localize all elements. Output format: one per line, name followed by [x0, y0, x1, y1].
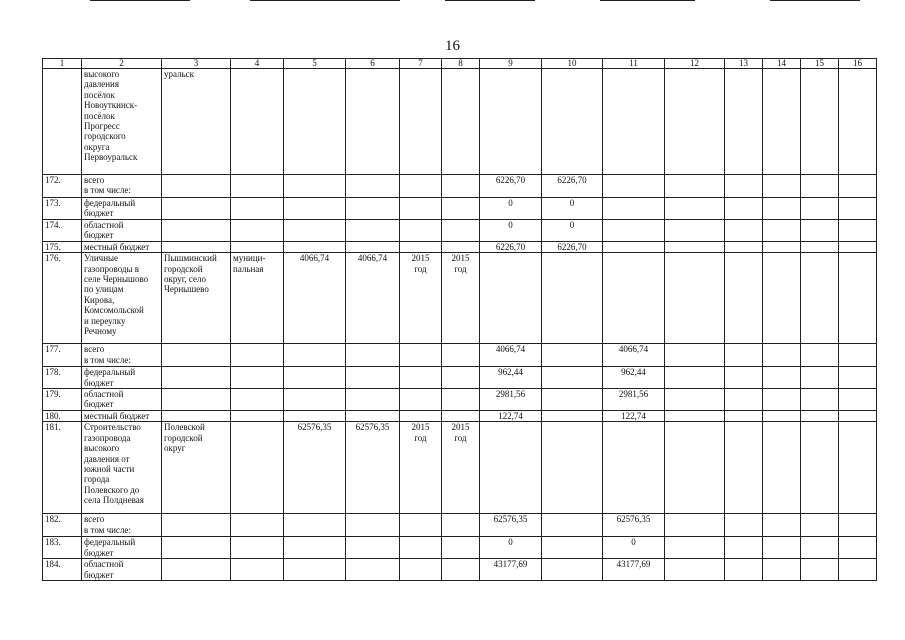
cell-col-9: 2981,56	[480, 389, 542, 411]
cell-col-2: всего в том числе:	[82, 514, 162, 537]
cell-col-5	[284, 559, 346, 581]
column-number: 2	[82, 59, 162, 69]
cell-col-3	[162, 344, 231, 367]
cell-col-8	[442, 537, 480, 559]
table-row	[43, 219, 877, 241]
cell-col-1: 177.	[43, 344, 82, 367]
cell-col-11: 62576,35	[603, 514, 665, 537]
cell-col-9	[480, 422, 542, 514]
cell-col-9: 6226,70	[480, 175, 542, 198]
empty-cell	[725, 69, 763, 175]
cell-col-1: 176.	[43, 253, 82, 344]
cell-col-10	[542, 367, 603, 389]
cell-col-7	[400, 559, 442, 581]
cell-col-9: 62576,35	[480, 514, 542, 537]
cell-col-10: 6226,70	[542, 241, 603, 252]
cell-col-4	[231, 198, 284, 220]
cell-col-8	[442, 411, 480, 422]
empty-cell	[725, 559, 763, 581]
empty-cell	[839, 253, 877, 344]
cell-col-11: 43177,69	[603, 559, 665, 581]
cell-col-7	[400, 219, 442, 241]
column-number: 3	[162, 59, 231, 69]
empty-cell	[725, 219, 763, 241]
column-number: 9	[480, 59, 542, 69]
empty-cell	[801, 422, 839, 514]
column-number-row	[43, 59, 877, 69]
cell-col-6	[346, 514, 400, 537]
empty-cell	[839, 241, 877, 252]
cell-col-6: 4066,74	[346, 253, 400, 344]
cell-col-3	[162, 219, 231, 241]
cell-col-10	[542, 389, 603, 411]
cell-col-10: 6226,70	[542, 175, 603, 198]
cell-col-5	[284, 241, 346, 252]
cell-col-5: 4066,74	[284, 253, 346, 344]
cell-col-1: 178.	[43, 367, 82, 389]
empty-cell	[763, 241, 801, 252]
empty-cell	[763, 389, 801, 411]
cell-col-7	[400, 241, 442, 252]
empty-cell	[665, 559, 725, 581]
column-number: 1	[43, 59, 82, 69]
cell-col-10	[542, 344, 603, 367]
cell-col-6	[346, 198, 400, 220]
cell-col-5	[284, 514, 346, 537]
cell-col-5	[284, 389, 346, 411]
cell-col-6	[346, 411, 400, 422]
column-number: 10	[542, 59, 603, 69]
cell-col-10	[542, 559, 603, 581]
table-row	[43, 559, 877, 581]
cell-col-3: Полевской городской округ	[162, 422, 231, 514]
table-row	[43, 241, 877, 252]
column-number: 16	[839, 59, 877, 69]
cell-col-2: федеральный бюджет	[82, 367, 162, 389]
cell-col-8: 2015 год	[442, 253, 480, 344]
empty-cell	[839, 344, 877, 367]
empty-cell	[665, 69, 725, 175]
column-number: 5	[284, 59, 346, 69]
cell-col-10	[542, 69, 603, 175]
column-number: 6	[346, 59, 400, 69]
empty-cell	[725, 537, 763, 559]
empty-cell	[763, 559, 801, 581]
empty-cell	[725, 253, 763, 344]
cell-col-4	[231, 389, 284, 411]
empty-cell	[763, 219, 801, 241]
empty-cell	[801, 241, 839, 252]
cell-col-6	[346, 69, 400, 175]
table-row	[43, 253, 877, 344]
empty-cell	[801, 175, 839, 198]
cell-col-4	[231, 367, 284, 389]
cell-col-9: 0	[480, 537, 542, 559]
cell-col-2: федеральный бюджет	[82, 198, 162, 220]
cell-col-7	[400, 198, 442, 220]
cell-col-3: уральск	[162, 69, 231, 175]
cell-col-3	[162, 241, 231, 252]
empty-cell	[763, 175, 801, 198]
cell-col-8	[442, 389, 480, 411]
cell-col-7: 2015 год	[400, 422, 442, 514]
cell-col-1	[43, 69, 82, 175]
cell-col-3: Пышминский городской округ, село Чернышево	[162, 253, 231, 344]
cell-col-4	[231, 69, 284, 175]
empty-cell	[665, 198, 725, 220]
table-row	[43, 389, 877, 411]
cell-col-7: 2015 год	[400, 253, 442, 344]
cell-col-11	[603, 69, 665, 175]
empty-cell	[839, 367, 877, 389]
page-number: 16	[445, 38, 460, 54]
cell-col-8	[442, 344, 480, 367]
empty-cell	[839, 389, 877, 411]
cell-col-7	[400, 411, 442, 422]
empty-cell	[665, 514, 725, 537]
empty-cell	[763, 198, 801, 220]
empty-cell	[725, 422, 763, 514]
cell-col-4	[231, 175, 284, 198]
empty-cell	[763, 537, 801, 559]
empty-cell	[725, 241, 763, 252]
cell-col-8	[442, 241, 480, 252]
cell-col-9: 0	[480, 219, 542, 241]
empty-cell	[665, 422, 725, 514]
cell-col-1: 181.	[43, 422, 82, 514]
cell-col-9	[480, 253, 542, 344]
column-number: 8	[442, 59, 480, 69]
cell-col-11: 962,44	[603, 367, 665, 389]
cell-col-6	[346, 389, 400, 411]
cell-col-1: 173.	[43, 198, 82, 220]
top-rule	[250, 0, 400, 1]
cell-col-3	[162, 367, 231, 389]
cell-col-2: всего в том числе:	[82, 175, 162, 198]
cell-col-1: 182.	[43, 514, 82, 537]
empty-cell	[763, 69, 801, 175]
cell-col-10	[542, 422, 603, 514]
empty-cell	[801, 253, 839, 344]
cell-col-1: 175.	[43, 241, 82, 252]
empty-cell	[763, 411, 801, 422]
cell-col-8	[442, 219, 480, 241]
cell-col-8	[442, 367, 480, 389]
cell-col-2: местный бюджет	[82, 241, 162, 252]
empty-cell	[801, 219, 839, 241]
cell-col-2: местный бюджет	[82, 411, 162, 422]
empty-cell	[725, 344, 763, 367]
column-number: 12	[665, 59, 725, 69]
cell-col-4	[231, 514, 284, 537]
cell-col-4: муници- пальная	[231, 253, 284, 344]
cell-col-5	[284, 411, 346, 422]
cell-col-7	[400, 537, 442, 559]
empty-cell	[763, 344, 801, 367]
empty-cell	[801, 411, 839, 422]
cell-col-5	[284, 344, 346, 367]
column-number: 7	[400, 59, 442, 69]
cell-col-3	[162, 389, 231, 411]
empty-cell	[801, 69, 839, 175]
column-number: 15	[801, 59, 839, 69]
cell-col-9: 0	[480, 198, 542, 220]
empty-cell	[839, 69, 877, 175]
cell-col-5: 62576,35	[284, 422, 346, 514]
cell-col-2: федеральный бюджет	[82, 537, 162, 559]
cell-col-2: областной бюджет	[82, 219, 162, 241]
empty-cell	[839, 198, 877, 220]
cell-col-1: 180.	[43, 411, 82, 422]
cell-col-7	[400, 514, 442, 537]
cell-col-6	[346, 219, 400, 241]
cell-col-6	[346, 367, 400, 389]
cell-col-4	[231, 422, 284, 514]
cell-col-11: 4066,74	[603, 344, 665, 367]
cell-col-2: областной бюджет	[82, 559, 162, 581]
empty-cell	[763, 514, 801, 537]
empty-cell	[665, 389, 725, 411]
cell-col-4	[231, 344, 284, 367]
cell-col-10	[542, 537, 603, 559]
cell-col-9	[480, 69, 542, 175]
table-row	[43, 198, 877, 220]
cell-col-11	[603, 422, 665, 514]
cell-col-1: 183.	[43, 537, 82, 559]
empty-cell	[725, 367, 763, 389]
cell-col-6	[346, 344, 400, 367]
cell-col-10: 0	[542, 198, 603, 220]
column-number: 4	[231, 59, 284, 69]
cell-col-6: 62576,35	[346, 422, 400, 514]
cell-col-8	[442, 175, 480, 198]
empty-cell	[665, 241, 725, 252]
budget-table	[42, 58, 877, 581]
cell-col-7	[400, 389, 442, 411]
cell-col-8	[442, 198, 480, 220]
cell-col-1: 174.	[43, 219, 82, 241]
cell-col-8: 2015 год	[442, 422, 480, 514]
cell-col-1: 179.	[43, 389, 82, 411]
top-rule	[445, 0, 535, 1]
cell-col-5	[284, 198, 346, 220]
cell-col-7	[400, 367, 442, 389]
empty-cell	[763, 422, 801, 514]
empty-cell	[839, 422, 877, 514]
column-number: 14	[763, 59, 801, 69]
cell-col-3	[162, 537, 231, 559]
cell-col-5	[284, 537, 346, 559]
cell-col-10	[542, 253, 603, 344]
cell-col-7	[400, 344, 442, 367]
cell-col-3	[162, 198, 231, 220]
cell-col-9: 962,44	[480, 367, 542, 389]
cell-col-7	[400, 175, 442, 198]
top-rule	[600, 0, 695, 1]
cell-col-5	[284, 175, 346, 198]
cell-col-3	[162, 175, 231, 198]
cell-col-9: 4066,74	[480, 344, 542, 367]
empty-cell	[665, 344, 725, 367]
cell-col-9: 122,74	[480, 411, 542, 422]
top-rule	[90, 0, 190, 1]
cell-col-3	[162, 411, 231, 422]
cell-col-4	[231, 219, 284, 241]
empty-cell	[665, 175, 725, 198]
table-row	[43, 344, 877, 367]
empty-cell	[801, 389, 839, 411]
cell-col-2: всего в том числе:	[82, 344, 162, 367]
column-number: 13	[725, 59, 763, 69]
table-row	[43, 411, 877, 422]
empty-cell	[801, 198, 839, 220]
cell-col-10	[542, 411, 603, 422]
empty-cell	[839, 219, 877, 241]
empty-cell	[763, 253, 801, 344]
empty-cell	[801, 559, 839, 581]
cell-col-2: Уличные газопроводы в селе Чернышово по улицам Кирова, Комсомольской и переулку Речному	[82, 253, 162, 344]
cell-col-6	[346, 241, 400, 252]
cell-col-11	[603, 175, 665, 198]
cell-col-7	[400, 69, 442, 175]
cell-col-10	[542, 514, 603, 537]
cell-col-11	[603, 219, 665, 241]
empty-cell	[801, 514, 839, 537]
empty-cell	[763, 367, 801, 389]
cell-col-4	[231, 241, 284, 252]
cell-col-11: 122,74	[603, 411, 665, 422]
cell-col-5	[284, 69, 346, 175]
empty-cell	[665, 537, 725, 559]
empty-cell	[725, 514, 763, 537]
cell-col-10: 0	[542, 219, 603, 241]
cell-col-9: 43177,69	[480, 559, 542, 581]
empty-cell	[665, 411, 725, 422]
table-row	[43, 514, 877, 537]
table-row	[43, 422, 877, 514]
cell-col-2: Строительство газопровода высокого давления от южной части города Полевского до села Полдневая	[82, 422, 162, 514]
empty-cell	[725, 389, 763, 411]
cell-col-11	[603, 241, 665, 252]
cell-col-8	[442, 514, 480, 537]
cell-col-11	[603, 253, 665, 344]
cell-col-4	[231, 559, 284, 581]
cell-col-8	[442, 559, 480, 581]
empty-cell	[801, 367, 839, 389]
cell-col-2: областной бюджет	[82, 389, 162, 411]
cell-col-4	[231, 411, 284, 422]
cell-col-5	[284, 367, 346, 389]
empty-cell	[801, 537, 839, 559]
cell-col-3	[162, 514, 231, 537]
table-row	[43, 537, 877, 559]
cell-col-5	[284, 219, 346, 241]
table-row	[43, 367, 877, 389]
column-number: 11	[603, 59, 665, 69]
empty-cell	[665, 367, 725, 389]
cell-col-6	[346, 537, 400, 559]
cell-col-6	[346, 175, 400, 198]
top-rule	[770, 0, 860, 1]
empty-cell	[665, 253, 725, 344]
cell-col-8	[442, 69, 480, 175]
cell-col-11: 0	[603, 537, 665, 559]
empty-cell	[839, 411, 877, 422]
empty-cell	[839, 175, 877, 198]
cell-col-4	[231, 537, 284, 559]
empty-cell	[665, 219, 725, 241]
table-row	[43, 175, 877, 198]
cell-col-3	[162, 559, 231, 581]
empty-cell	[725, 411, 763, 422]
cell-col-11: 2981,56	[603, 389, 665, 411]
cell-col-1: 184.	[43, 559, 82, 581]
empty-cell	[839, 514, 877, 537]
empty-cell	[839, 559, 877, 581]
cell-col-1: 172.	[43, 175, 82, 198]
empty-cell	[725, 175, 763, 198]
table-row	[43, 69, 877, 175]
cell-col-6	[346, 559, 400, 581]
cell-col-2: высокого давления посёлок Новоуткинск- посёлок Прогресс городского округа Первоуральск	[82, 69, 162, 175]
empty-cell	[839, 537, 877, 559]
empty-cell	[725, 198, 763, 220]
cell-col-11	[603, 198, 665, 220]
empty-cell	[801, 344, 839, 367]
cell-col-9: 6226,70	[480, 241, 542, 252]
